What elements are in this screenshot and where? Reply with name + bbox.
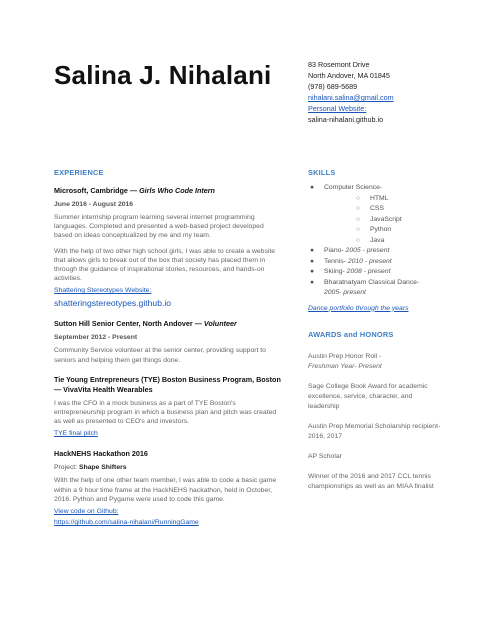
project-line: Project: Shape Shifters [54, 464, 127, 472]
job-date: June 2016 - August 2016 [54, 201, 134, 208]
shattering-stereotypes-url[interactable]: shatteringstereotypes.github.io [54, 298, 172, 309]
job-date: September 2012 - Present [54, 334, 138, 342]
job-description: I was the CFO in a mock business as a part of TYE Boston's entrepreneurship program in which a business plan and pitch was created as well as presented to CEO's and investors. [54, 399, 277, 426]
contact-block [308, 59, 394, 125]
job-description: With the help of one other team member, I was able to code a basic game within a 9 hour time frame at the HackNEHS hackathon, held in October, 2016. Python and Pygame were used to code this game. [54, 477, 277, 503]
awards-section [308, 352, 458, 502]
job-title: Tie Young Entrepreneurs (TYE) Boston Business Program, Boston — VivaVita Health Wearables [54, 374, 281, 394]
job-title: Microsoft, Cambridge — Girls Who Code Intern [54, 186, 215, 195]
award-item: Sage College Book Award for academic excellence, service, character, and leadership [308, 383, 428, 410]
job-description: Community Service volunteer at the senior center, providing support to seniors and helping them get things done. [54, 347, 266, 364]
skill-tennis: ● Tennis- 2010 - present [310, 257, 392, 265]
skill-language: ○ CSS [356, 205, 384, 212]
skill-dance: ● Bharatnatyam Classical Dance- 2005- present [310, 278, 420, 296]
shattering-stereotypes-link[interactable]: Shattering Stereotypes Website: [54, 287, 152, 295]
skills-heading: SKILLS [308, 168, 336, 177]
contact-email-link[interactable]: nihalani.salina@gmail.com [308, 93, 394, 102]
personal-website-link[interactable]: Personal Website: [308, 104, 367, 113]
contact-city: North Andover, MA 01845 [308, 71, 390, 80]
skill-language: ○ HTML [356, 194, 389, 202]
skill-language: ○ Python [356, 226, 392, 233]
job-tye [54, 375, 284, 440]
tye-pitch-link[interactable]: TYE final pitch [54, 430, 98, 438]
contact-street: 83 Rosemont Drive [308, 60, 370, 69]
skill-piano: ● Piano- 2005 - present [310, 247, 390, 254]
contact-phone: (978) 689-5689 [308, 82, 358, 91]
award-item: AP Scholar [308, 453, 342, 460]
job-sutton-hill [54, 319, 284, 364]
skill-language: ○ JavaScript [356, 215, 402, 223]
award-item: Austin Prep Memorial Scholarship recipient- 2016, 2017 [308, 423, 441, 440]
skill-computer-science: ● Computer Science- ○ HTML ○ CSS ○ JavaScript ○ Python ○ Java [308, 183, 458, 246]
job-title: Sutton Hill Senior Center, North Andover — Volunteer [54, 319, 237, 329]
job-description: Summer internship program learning several internet programming languages. Completed and presented a web-based project developed based on ideas conceptualized by me and my team. [54, 214, 264, 240]
github-url[interactable]: https://github.com/salina-nihalani/RunningGame [54, 519, 199, 527]
experience-heading: EXPERIENCE [54, 168, 104, 177]
job-description: With the help of two other high school girls, I was able to create a website that allows girls to break out of the box that society has placed them in through the guidance of inspirational stories, resources, and hands-on activities. [54, 247, 276, 283]
job-title: HackNEHS Hackathon 2016 [54, 449, 148, 459]
job-hackathon [54, 449, 284, 528]
skill-skiing: ● Skiing- 2008 - present [310, 268, 391, 275]
job-microsoft [54, 186, 284, 309]
award-item: Winner of the 2016 and 2017 CCL tennis championships as well as an MIAA finalist [308, 473, 434, 490]
awards-heading: AWARDS and HONORS [308, 330, 394, 339]
resume-name: Salina J. Nihalani [54, 60, 272, 90]
dance-portfolio-link[interactable]: Dance portfolio through the years [308, 304, 409, 312]
skills-section [308, 183, 458, 313]
github-code-link[interactable]: View code on Github: [54, 508, 119, 516]
award-item: Austin Prep Honor Roll - Freshman Year- Present [308, 353, 382, 370]
experience-section [54, 186, 284, 537]
personal-website-url: salina-nihalani.github.io [308, 115, 384, 124]
skill-language: ○ Java [356, 236, 385, 244]
